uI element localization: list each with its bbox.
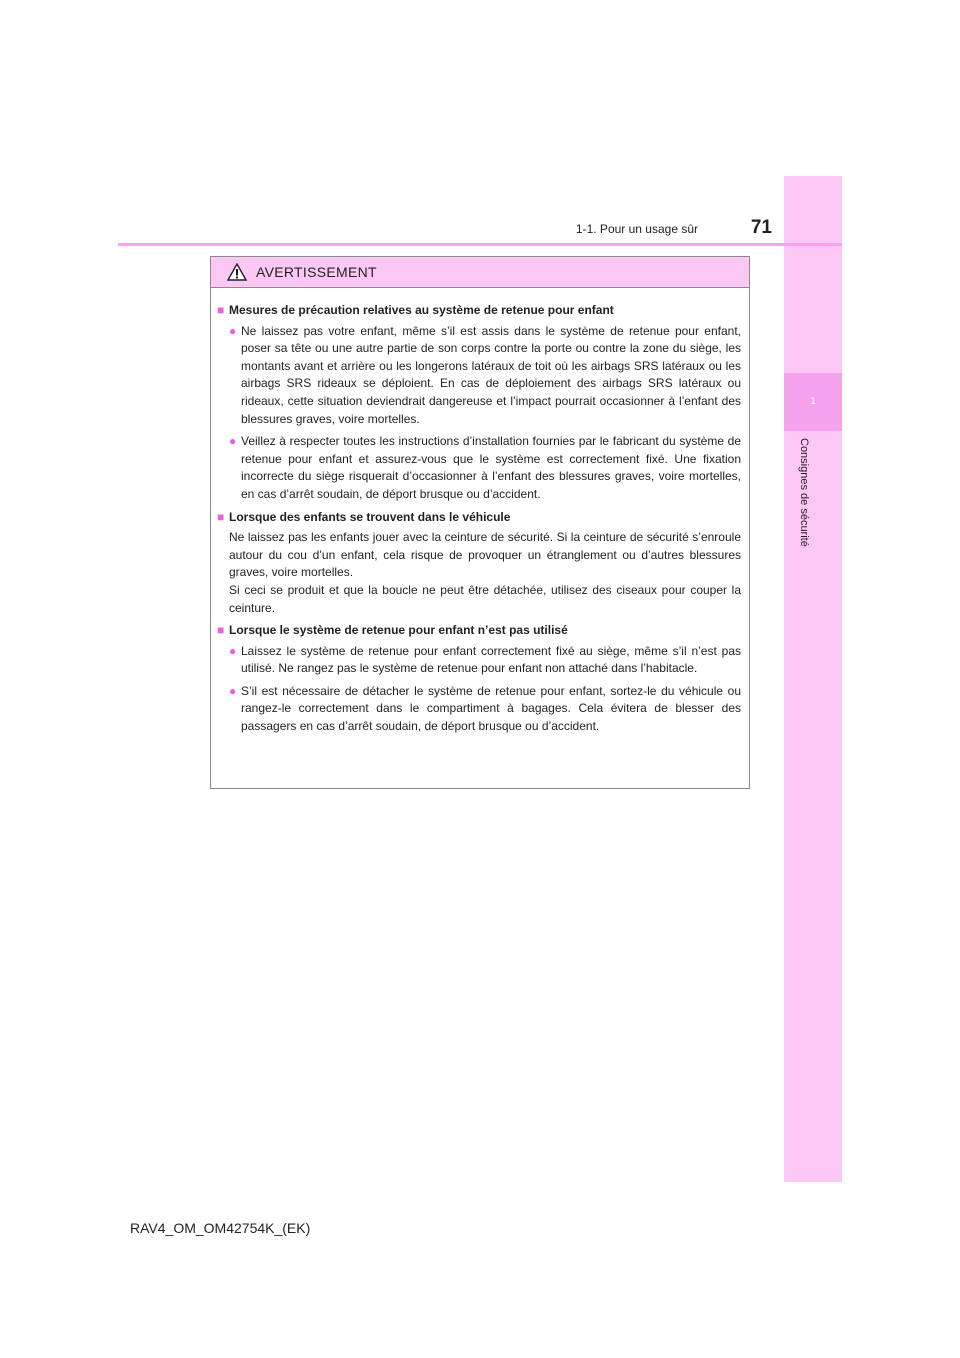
list-item: ● S’il est nécessaire de détacher le système de retenue pour enfant, sortez-le du véhicule ou rangez-le correctement dans le compartiment à bagages. Cela évitera de blesser des passagers en cas d’arrêt soudain, de déport brusque ou d’accident.: [229, 683, 741, 736]
paragraph: Si ceci se produit et que la boucle ne peut être détachée, utilisez des ciseaux pour couper la ceinture.: [229, 582, 741, 615]
list-item: ● Veillez à respecter toutes les instructions d’installation fournies par le fabricant du système de retenue pour enfant et assurez-vous que le système est correctement fixé. Une fixation incorrecte du siège risquerait d’occasionner à l’enfant des blessures graves, voire mortelles, en cas d’arrêt soudain, de déport brusque ou d’accident.: [229, 433, 741, 503]
list-item: ● Laissez le système de retenue pour enfant correctement fixé au siège, même s’il n’est pas utilisé. Ne rangez pas le système de retenue pour enfant non attaché dans l’habitacle.: [229, 643, 741, 678]
warning-triangle-icon: [227, 263, 247, 281]
list-item: ● Ne laissez pas votre enfant, même s’il est assis dans le système de retenue pour enfant, poser sa tête ou une autre partie de son corps contre la porte ou contre la zone du siège, les montants avant et arrière ou les longerons latéraux de toit où les airbags SRS latéraux ou les airbags SRS rideaux se déploient. En cas de déploiement des airbags SRS latéraux ou rideaux, cette situation deviendrait dangereuse et l’impact pourrait occasionner à l’enfant des blessures graves, voire mortelles.: [229, 323, 741, 429]
section-title: 1-1. Pour un usage sûr: [575, 222, 698, 236]
square-bullet-icon: ■: [217, 509, 225, 524]
document-code: RAV4_OM_OM42754K_(EK): [130, 1220, 311, 1236]
paragraph: Ne laissez pas les enfants jouer avec la ceinture de sécurité. Si la ceinture de sécurité s’enroule autour du cou d’un enfant, cela risque de provoquer un étranglement ou d’autres blessures graves, voire mortelles.: [229, 530, 741, 580]
side-tab: [784, 176, 842, 1182]
circle-bullet-icon: ●: [229, 683, 237, 698]
chapter-title: Consignes de sécurité: [798, 438, 810, 547]
circle-bullet-icon: ●: [229, 643, 237, 658]
square-bullet-icon: ■: [217, 623, 225, 638]
circle-bullet-icon: ●: [229, 434, 237, 449]
circle-bullet-icon: ●: [229, 323, 237, 338]
warning-section: [217, 509, 741, 618]
header-rule: [118, 243, 842, 246]
warning-section: [217, 622, 741, 736]
section-heading: Lorsque le système de retenue pour enfant n’est pas utilisé: [229, 623, 568, 638]
section-heading: Lorsque des enfants se trouvent dans le véhicule: [229, 509, 511, 524]
warning-section: [217, 302, 741, 504]
warning-box: [210, 256, 750, 789]
warning-title: AVERTISSEMENT: [256, 264, 377, 280]
square-bullet-icon: ■: [217, 303, 225, 317]
chapter-number: 1: [810, 396, 816, 407]
warning-body: [211, 288, 749, 736]
page-number: 71: [750, 217, 772, 238]
section-heading: Mesures de précaution relatives au système de retenue pour enfant: [229, 303, 614, 317]
warning-header: [211, 257, 749, 288]
